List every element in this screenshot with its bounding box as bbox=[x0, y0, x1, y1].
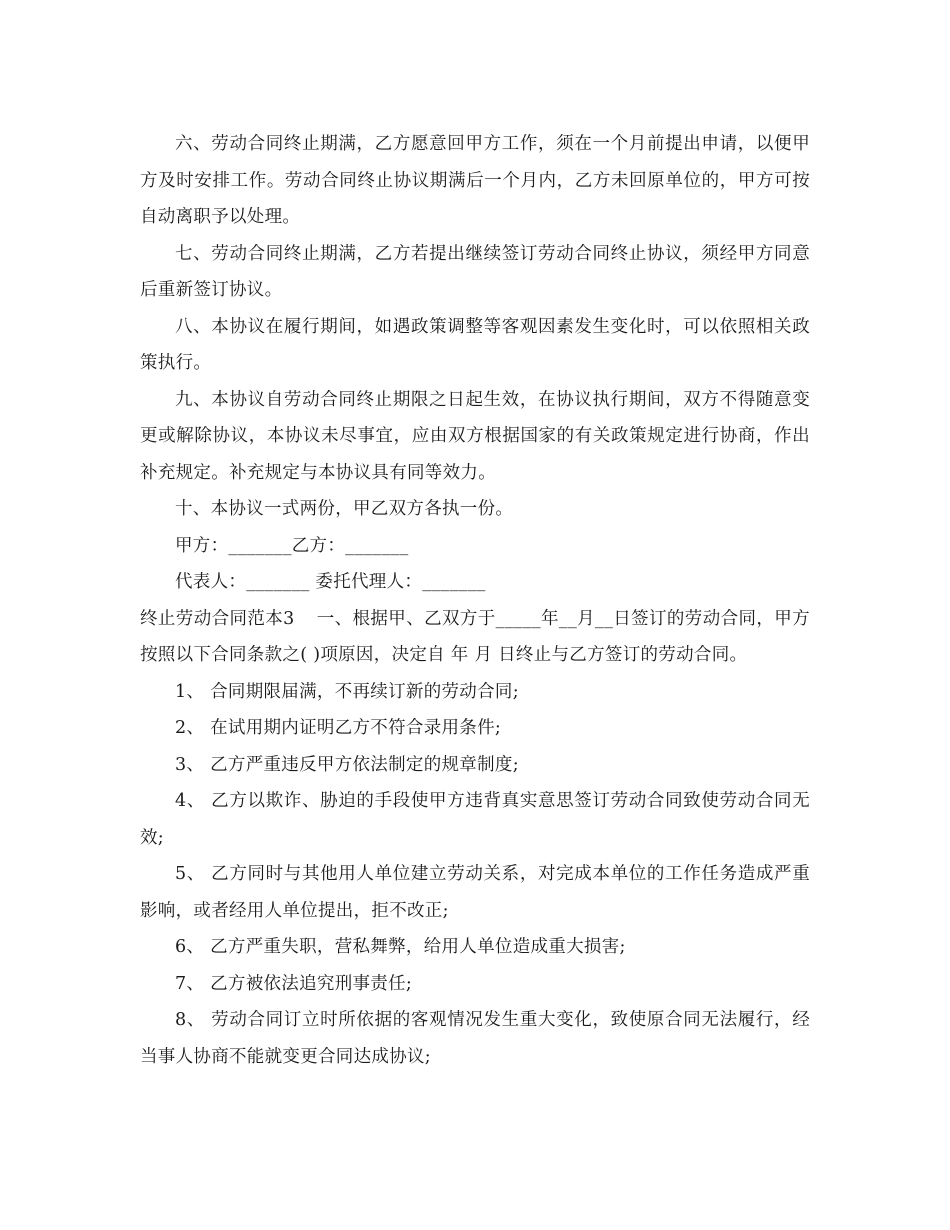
paragraph-clause-6: 六、劳动合同终止期满，乙方愿意回甲方工作，须在一个月前提出申请，以便甲方及时安排工作。劳动合同终止协议期满后一个月内，乙方未回原单位的，甲方可按自动离职予以处理。 bbox=[140, 134, 810, 227]
list-item: 1、 合同期限届满，不再续订新的劳动合同; bbox=[175, 681, 519, 702]
list-item: 8、 劳动合同订立时所依据的客观情况发生重大变化，致使原合同无法履行，经当事人协商不能就变更合同达成协议; bbox=[140, 1010, 810, 1067]
section-start bbox=[140, 601, 810, 674]
list-item: 2、 在试用期内证明乙方不符合录用条件; bbox=[175, 718, 502, 738]
list-item: 3、 乙方严重违反甲方依法制定的规章制度; bbox=[175, 754, 519, 775]
paragraph-clause-7: 七、劳动合同终止期满，乙方若提出继续签订劳动合同终止协议，须经甲方同意后重新签订协议。 bbox=[140, 243, 810, 300]
list-item: 5、 乙方同时与其他用人单位建立劳动关系，对完成本单位的工作任务造成严重影响，或者经用人单位提出，拒不改正; bbox=[140, 864, 810, 921]
signature-line-representatives: 代表人：_______ 委托代理人：_______ bbox=[175, 572, 486, 592]
paragraph-clause-8: 八、本协议在履行期间，如遇政策调整等客观因素发生变化时，可以依照相关政策执行。 bbox=[140, 316, 810, 373]
list-item: 7、 乙方被依法追究刑事责任; bbox=[175, 973, 413, 994]
list-item: 6、 乙方严重失职，营私舞弊，给用人单位造成重大损害; bbox=[175, 937, 626, 957]
section-heading: 终止劳动合同范本3 bbox=[140, 608, 295, 629]
paragraph-clause-10: 十、本协议一式两份，甲乙双方各执一份。 bbox=[175, 499, 514, 519]
section-intro: 一、根据甲、乙双方于_____年__月__日签订的劳动合同，甲方按照以下合同条款之( )项原因，决定自 年 月 日终止与乙方签订的劳动合同。 bbox=[140, 608, 810, 665]
list-item: 4、 乙方以欺诈、胁迫的手段使甲方违背真实意思签订劳动合同致使劳动合同无效; bbox=[140, 791, 810, 848]
signature-line-parties: 甲方：_______乙方：_______ bbox=[175, 535, 409, 556]
document-page bbox=[140, 126, 810, 1075]
paragraph-clause-9: 九、本协议自劳动合同终止期限之日起生效，在协议执行期间，双方不得随意变更或解除协议，本协议未尽事宜，应由双方根据国家的有关政策规定进行协商，作出补充规定。补充规定与本协议具有同等效力。 bbox=[140, 389, 810, 483]
